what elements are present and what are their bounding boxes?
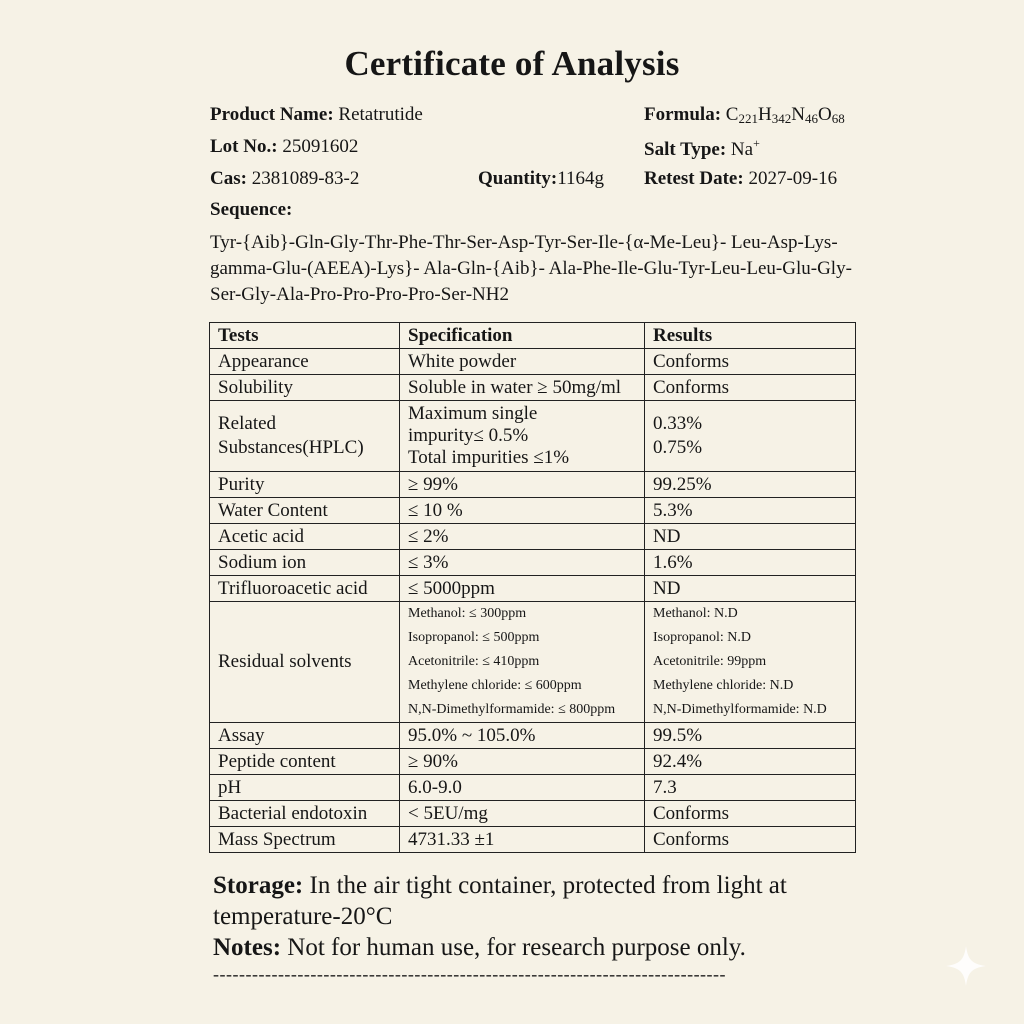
table-row [210, 602, 856, 723]
lot-number-value: 25091602 [282, 136, 359, 157]
specification-cell [400, 498, 645, 524]
table-row [210, 349, 856, 375]
cell-line: Peptide content [218, 750, 336, 772]
test-cell [210, 576, 400, 602]
specification-cell [400, 375, 645, 401]
cell-line: Appearance [218, 350, 309, 372]
specification-cell [400, 775, 645, 801]
salt-type-label: Salt Type: [644, 139, 727, 160]
specification-cell [400, 576, 645, 602]
specification-cell [400, 524, 645, 550]
sequence-text [210, 230, 860, 308]
result-cell [645, 602, 856, 723]
cell-line: N,N-Dimethylformamide: ≤ 800ppm [408, 702, 616, 717]
cell-line: Conforms [653, 350, 729, 372]
sequence-label: Sequence: [210, 199, 293, 220]
cas-value: 2381089-83-2 [251, 168, 360, 189]
result-cell [645, 498, 856, 524]
quantity-label: Quantity: [478, 168, 558, 189]
specification-cell [400, 801, 645, 827]
cell-line: ≤ 10 % [408, 499, 463, 521]
cell-line: Methanol: N.D [653, 606, 738, 621]
lot-number-field [210, 136, 358, 158]
table-row [210, 801, 856, 827]
cell-line: Sodium ion [218, 551, 307, 573]
cell-line: White powder [408, 350, 517, 372]
cell-line: ≤ 3% [408, 551, 449, 573]
test-cell [210, 723, 400, 749]
result-cell [645, 401, 856, 472]
table-row [210, 401, 856, 472]
specification-cell [400, 723, 645, 749]
cell-line: 6.0-9.0 [408, 776, 462, 798]
test-cell [210, 375, 400, 401]
specification-cell [400, 749, 645, 775]
table-row [210, 723, 856, 749]
table-row [210, 749, 856, 775]
result-cell [645, 775, 856, 801]
cell-line: ≤ 5000ppm [408, 577, 495, 599]
result-cell [645, 550, 856, 576]
cell-line: 4731.33 ±1 [408, 828, 495, 850]
four-point-star-icon [942, 942, 990, 990]
cell-line: Solubility [218, 376, 293, 398]
quantity-value: 1164g [557, 168, 604, 189]
retest-date-label: Retest Date: [644, 168, 744, 189]
cell-line: ≥ 90% [408, 750, 459, 772]
product-name-field [210, 104, 423, 126]
specification-cell [400, 550, 645, 576]
table-body [210, 349, 856, 853]
cell-line: ND [653, 525, 681, 547]
column-header-tests: Tests [210, 323, 400, 349]
cell-line: 7.3 [653, 776, 677, 798]
formula-field [644, 104, 845, 127]
cell-line: Maximum single [408, 403, 538, 424]
cell-line: Assay [218, 724, 265, 746]
test-cell [210, 827, 400, 853]
cell-line: Substances(HPLC) [218, 437, 364, 458]
result-cell [645, 472, 856, 498]
cas-label: Cas: [210, 168, 247, 189]
specification-cell [400, 472, 645, 498]
table-row [210, 498, 856, 524]
cell-line: Methanol: ≤ 300ppm [408, 606, 527, 621]
test-cell [210, 550, 400, 576]
cell-line: Bacterial endotoxin [218, 802, 368, 824]
formula-value: $C_{221}H_{342}N_{46}O_{68}$ [725, 104, 845, 126]
cell-line: Total impurities ≤1% [408, 447, 570, 468]
result-cell [645, 749, 856, 775]
cell-line: 0.33% [653, 413, 703, 434]
test-cell [210, 602, 400, 723]
column-header-specification: Specification [400, 323, 645, 349]
product-name-value: Retatrutide [338, 104, 423, 125]
cell-line: 99.5% [653, 724, 703, 746]
table-row [210, 576, 856, 602]
result-cell [645, 801, 856, 827]
cell-line: 99.25% [653, 473, 712, 495]
test-cell [210, 401, 400, 472]
test-cell [210, 498, 400, 524]
product-name-label: Product Name: [210, 104, 334, 125]
cell-line: Acetic acid [218, 525, 304, 547]
cell-line: Residual solvents [218, 651, 352, 672]
salt-type-value: Na+ [730, 136, 760, 160]
storage-line-2: temperature-20°C [213, 903, 393, 930]
storage-label: Storage: [213, 872, 304, 899]
formula-label: Formula: [644, 104, 722, 125]
specification-cell [400, 602, 645, 723]
cell-line: 1.6% [653, 551, 693, 573]
cell-line: N,N-Dimethylformamide: N.D [653, 702, 827, 717]
cell-line: Methylene chloride: N.D [653, 678, 794, 693]
salt-type-field [644, 136, 760, 161]
cell-line: Water Content [218, 499, 328, 521]
table-row [210, 827, 856, 853]
cell-line: Trifluoroacetic acid [218, 577, 368, 599]
cell-line: Purity [218, 473, 265, 495]
specification-cell [400, 349, 645, 375]
retest-date-value: 2027-09-16 [748, 168, 838, 189]
cell-line: Conforms [653, 376, 729, 398]
cell-line: impurity≤ 0.5% [408, 425, 529, 446]
table-row [210, 375, 856, 401]
table-row [210, 775, 856, 801]
notes-label: Notes: [213, 934, 282, 961]
cell-line: Conforms [653, 802, 729, 824]
column-header-results: Results [645, 323, 856, 349]
cell-line: Acetonitrile: ≤ 410ppm [408, 654, 540, 669]
analysis-table [209, 322, 856, 853]
test-cell [210, 801, 400, 827]
test-cell [210, 472, 400, 498]
cell-line: Soluble in water ≥ 50mg/ml [408, 376, 622, 398]
page-title: Certificate of Analysis [344, 44, 680, 83]
cell-line: 92.4% [653, 750, 703, 772]
result-cell [645, 375, 856, 401]
cell-line: 95.0% ~ 105.0% [408, 724, 536, 746]
cell-line: Acetonitrile: 99ppm [653, 654, 767, 669]
cell-line: ND [653, 577, 681, 599]
sequence-line: gamma-Glu-(AEEA)-Lys}- Ala-Gln-{Aib}- Ala-Phe-Ile-Glu-Tyr-Leu-Leu-Glu-Gly- [210, 258, 852, 279]
cell-line: Conforms [653, 828, 729, 850]
table-row [210, 550, 856, 576]
sequence-line: Tyr-{Aib}-Gln-Gly-Thr-Phe-Thr-Ser-Asp-Tyr-Ser-Ile-{α-Me-Leu}- Leu-Asp-Lys- [210, 232, 838, 253]
result-cell [645, 349, 856, 375]
storage-line-1 [213, 872, 787, 900]
cell-line: Related [218, 413, 277, 434]
cell-line: ≤ 2% [408, 525, 449, 547]
result-cell [645, 723, 856, 749]
test-cell [210, 775, 400, 801]
lot-number-label: Lot No.: [210, 136, 278, 157]
cell-line: Isopropanol: ≤ 500ppm [408, 630, 540, 645]
test-cell [210, 349, 400, 375]
notes-line [213, 934, 746, 962]
cell-line: Mass Spectrum [218, 828, 336, 850]
table-header-row [210, 323, 856, 349]
table-row [210, 524, 856, 550]
cell-line: 5.3% [653, 499, 693, 521]
retest-date-field [644, 168, 837, 190]
cell-line: < 5EU/mg [408, 802, 488, 824]
quantity-field [478, 168, 604, 190]
test-cell [210, 524, 400, 550]
specification-cell [400, 827, 645, 853]
cas-field [210, 168, 359, 190]
specification-cell [400, 401, 645, 472]
result-cell [645, 576, 856, 602]
cell-line: pH [218, 776, 242, 798]
storage-text-1: In the air tight container, protected from light at [309, 872, 787, 899]
dashed-divider: ------------------------------------------------------------------------------- [213, 964, 727, 984]
cell-line: Methylene chloride: ≤ 600ppm [408, 678, 582, 693]
notes-text: Not for human use, for research purpose only. [287, 934, 746, 961]
test-cell [210, 749, 400, 775]
cell-line: Isopropanol: N.D [653, 630, 751, 645]
result-cell [645, 827, 856, 853]
table-row [210, 472, 856, 498]
cell-line: ≥ 99% [408, 473, 459, 495]
result-cell [645, 524, 856, 550]
sequence-line: Ser-Gly-Ala-Pro-Pro-Pro-Pro-Ser-NH2 [210, 284, 509, 305]
cell-line: 0.75% [653, 437, 703, 458]
